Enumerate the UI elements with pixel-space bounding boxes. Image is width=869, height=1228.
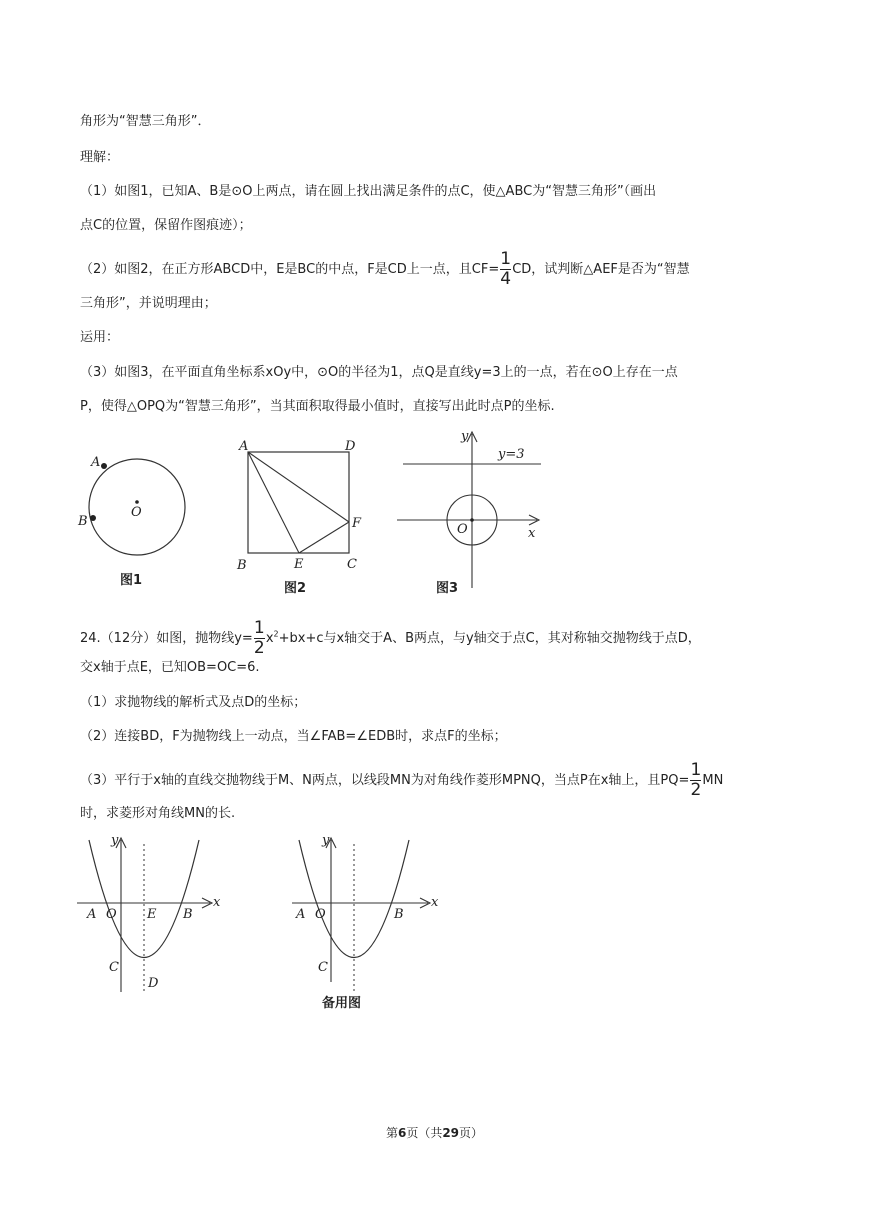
- text-line: 角形为“智慧三角形”．: [80, 114, 211, 129]
- point-label-f: F: [352, 516, 362, 531]
- figure-2-square: [234, 436, 374, 596]
- point-label-e: E: [147, 907, 157, 922]
- figure-caption: 备用图: [322, 996, 362, 1011]
- text-line: （3）如图3，在平面直角坐标系xOy中，⊙O的半径为1，点Q是直线y=3上的一点，若在⊙O上存在一点: [80, 365, 678, 380]
- point-label-b: B: [183, 907, 193, 922]
- fraction-numerator: 1: [690, 760, 702, 780]
- fraction-one-quarter: [500, 251, 511, 288]
- text-segment: CD，试判断△AEF是否为“智慧: [512, 262, 690, 277]
- line-label: y=3: [498, 447, 525, 462]
- section-heading-understand: 理解：: [80, 150, 120, 165]
- text-line: （2）连接BD，F为抛物线上一动点，当∠FAB=∠EDB时，求点F的坐标；: [80, 729, 507, 744]
- footer-prefix: 第: [385, 1126, 398, 1140]
- text-segment: 24.（12分）如图，抛物线y=: [80, 631, 253, 646]
- fraction-denominator: 2: [690, 780, 702, 800]
- text-line: [80, 251, 690, 288]
- point-label-b: B: [78, 514, 88, 529]
- fraction-numerator: 1: [500, 249, 512, 269]
- axis-label-x: x: [213, 895, 221, 910]
- axis-label-x: x: [528, 526, 536, 541]
- fraction-numerator: 1: [253, 618, 265, 638]
- figure-parabola: [75, 830, 225, 1000]
- axis-label-x: x: [431, 895, 439, 910]
- point-label-d: D: [148, 976, 159, 991]
- axis-label-y: y: [322, 833, 330, 848]
- fraction-one-half: [254, 620, 265, 657]
- point-label-c: C: [347, 557, 357, 572]
- text-line: （1）如图1，已知A、B是⊙O上两点，请在圆上找出满足条件的点C，使△ABC为“智慧三角形”（画出: [80, 184, 657, 199]
- text-line: 点C的位置，保留作图痕迹）；: [80, 218, 252, 233]
- page-footer: [0, 1124, 869, 1141]
- axis-label-y: y: [461, 429, 469, 444]
- text-segment: +bx+c与x轴交于A、B两点，与y轴交于点C，其对称轴交抛物线于点D，: [278, 631, 701, 646]
- point-label-a: A: [239, 439, 249, 454]
- point-label-o: O: [131, 505, 142, 520]
- figure-3-coordinate-plane: [395, 428, 555, 598]
- text-line: （1）求抛物线的解析式及点D的坐标；: [80, 695, 307, 710]
- fraction-denominator: 2: [253, 638, 265, 658]
- figure-parabola-backup: [290, 830, 440, 1015]
- fraction-denominator: 4: [500, 269, 512, 289]
- footer-page-number: 6: [397, 1126, 407, 1140]
- text-line: 三角形”，并说明理由；: [80, 296, 217, 311]
- axis-label-y: y: [111, 833, 119, 848]
- text-line: 时，求菱形对角线MN的长.: [80, 806, 236, 821]
- point-label-d: D: [345, 439, 356, 454]
- question-24-line: [80, 620, 701, 657]
- point-label-c: C: [109, 960, 119, 975]
- point-label-b: B: [394, 907, 404, 922]
- text-segment: MN: [702, 773, 724, 788]
- text-segment: （2）如图2，在正方形ABCD中，E是BC的中点，F是CD上一点，且CF=: [80, 262, 500, 277]
- point-label-o: O: [315, 907, 326, 922]
- footer-total-pages: 29: [442, 1126, 460, 1140]
- point-label-c: C: [318, 960, 328, 975]
- footer-mid: 页（共: [406, 1126, 443, 1140]
- point-label-a: A: [296, 907, 306, 922]
- point-label-b: B: [237, 558, 247, 573]
- text-line: P，使得△OPQ为“智慧三角形”，当其面积取得最小值时，直接写出此时点P的坐标.: [80, 399, 555, 414]
- figure-1-circle: [78, 440, 198, 600]
- exponent: 2: [273, 629, 279, 639]
- point-label-a: A: [91, 455, 101, 470]
- point-label-a: A: [87, 907, 97, 922]
- text-line: 交x轴于点E，已知OB=OC=6.: [80, 660, 260, 675]
- section-heading-apply: 运用：: [80, 330, 120, 345]
- point-label-e: E: [294, 557, 304, 572]
- text-segment: （3）平行于x轴的直线交抛物线于M、N两点，以线段MN为对角线作菱形MPNQ，当点P在x轴上，且PQ=: [80, 773, 690, 788]
- point-label-o: O: [106, 907, 117, 922]
- origin-label: O: [457, 522, 468, 537]
- figure-caption: 图2: [284, 581, 307, 596]
- figure-caption: 图3: [436, 581, 459, 596]
- fraction-one-half: [690, 762, 701, 799]
- footer-suffix: 页）: [459, 1126, 484, 1140]
- figure-caption: 图1: [120, 573, 143, 588]
- text-line: [80, 762, 723, 799]
- text-segment: x: [265, 631, 274, 646]
